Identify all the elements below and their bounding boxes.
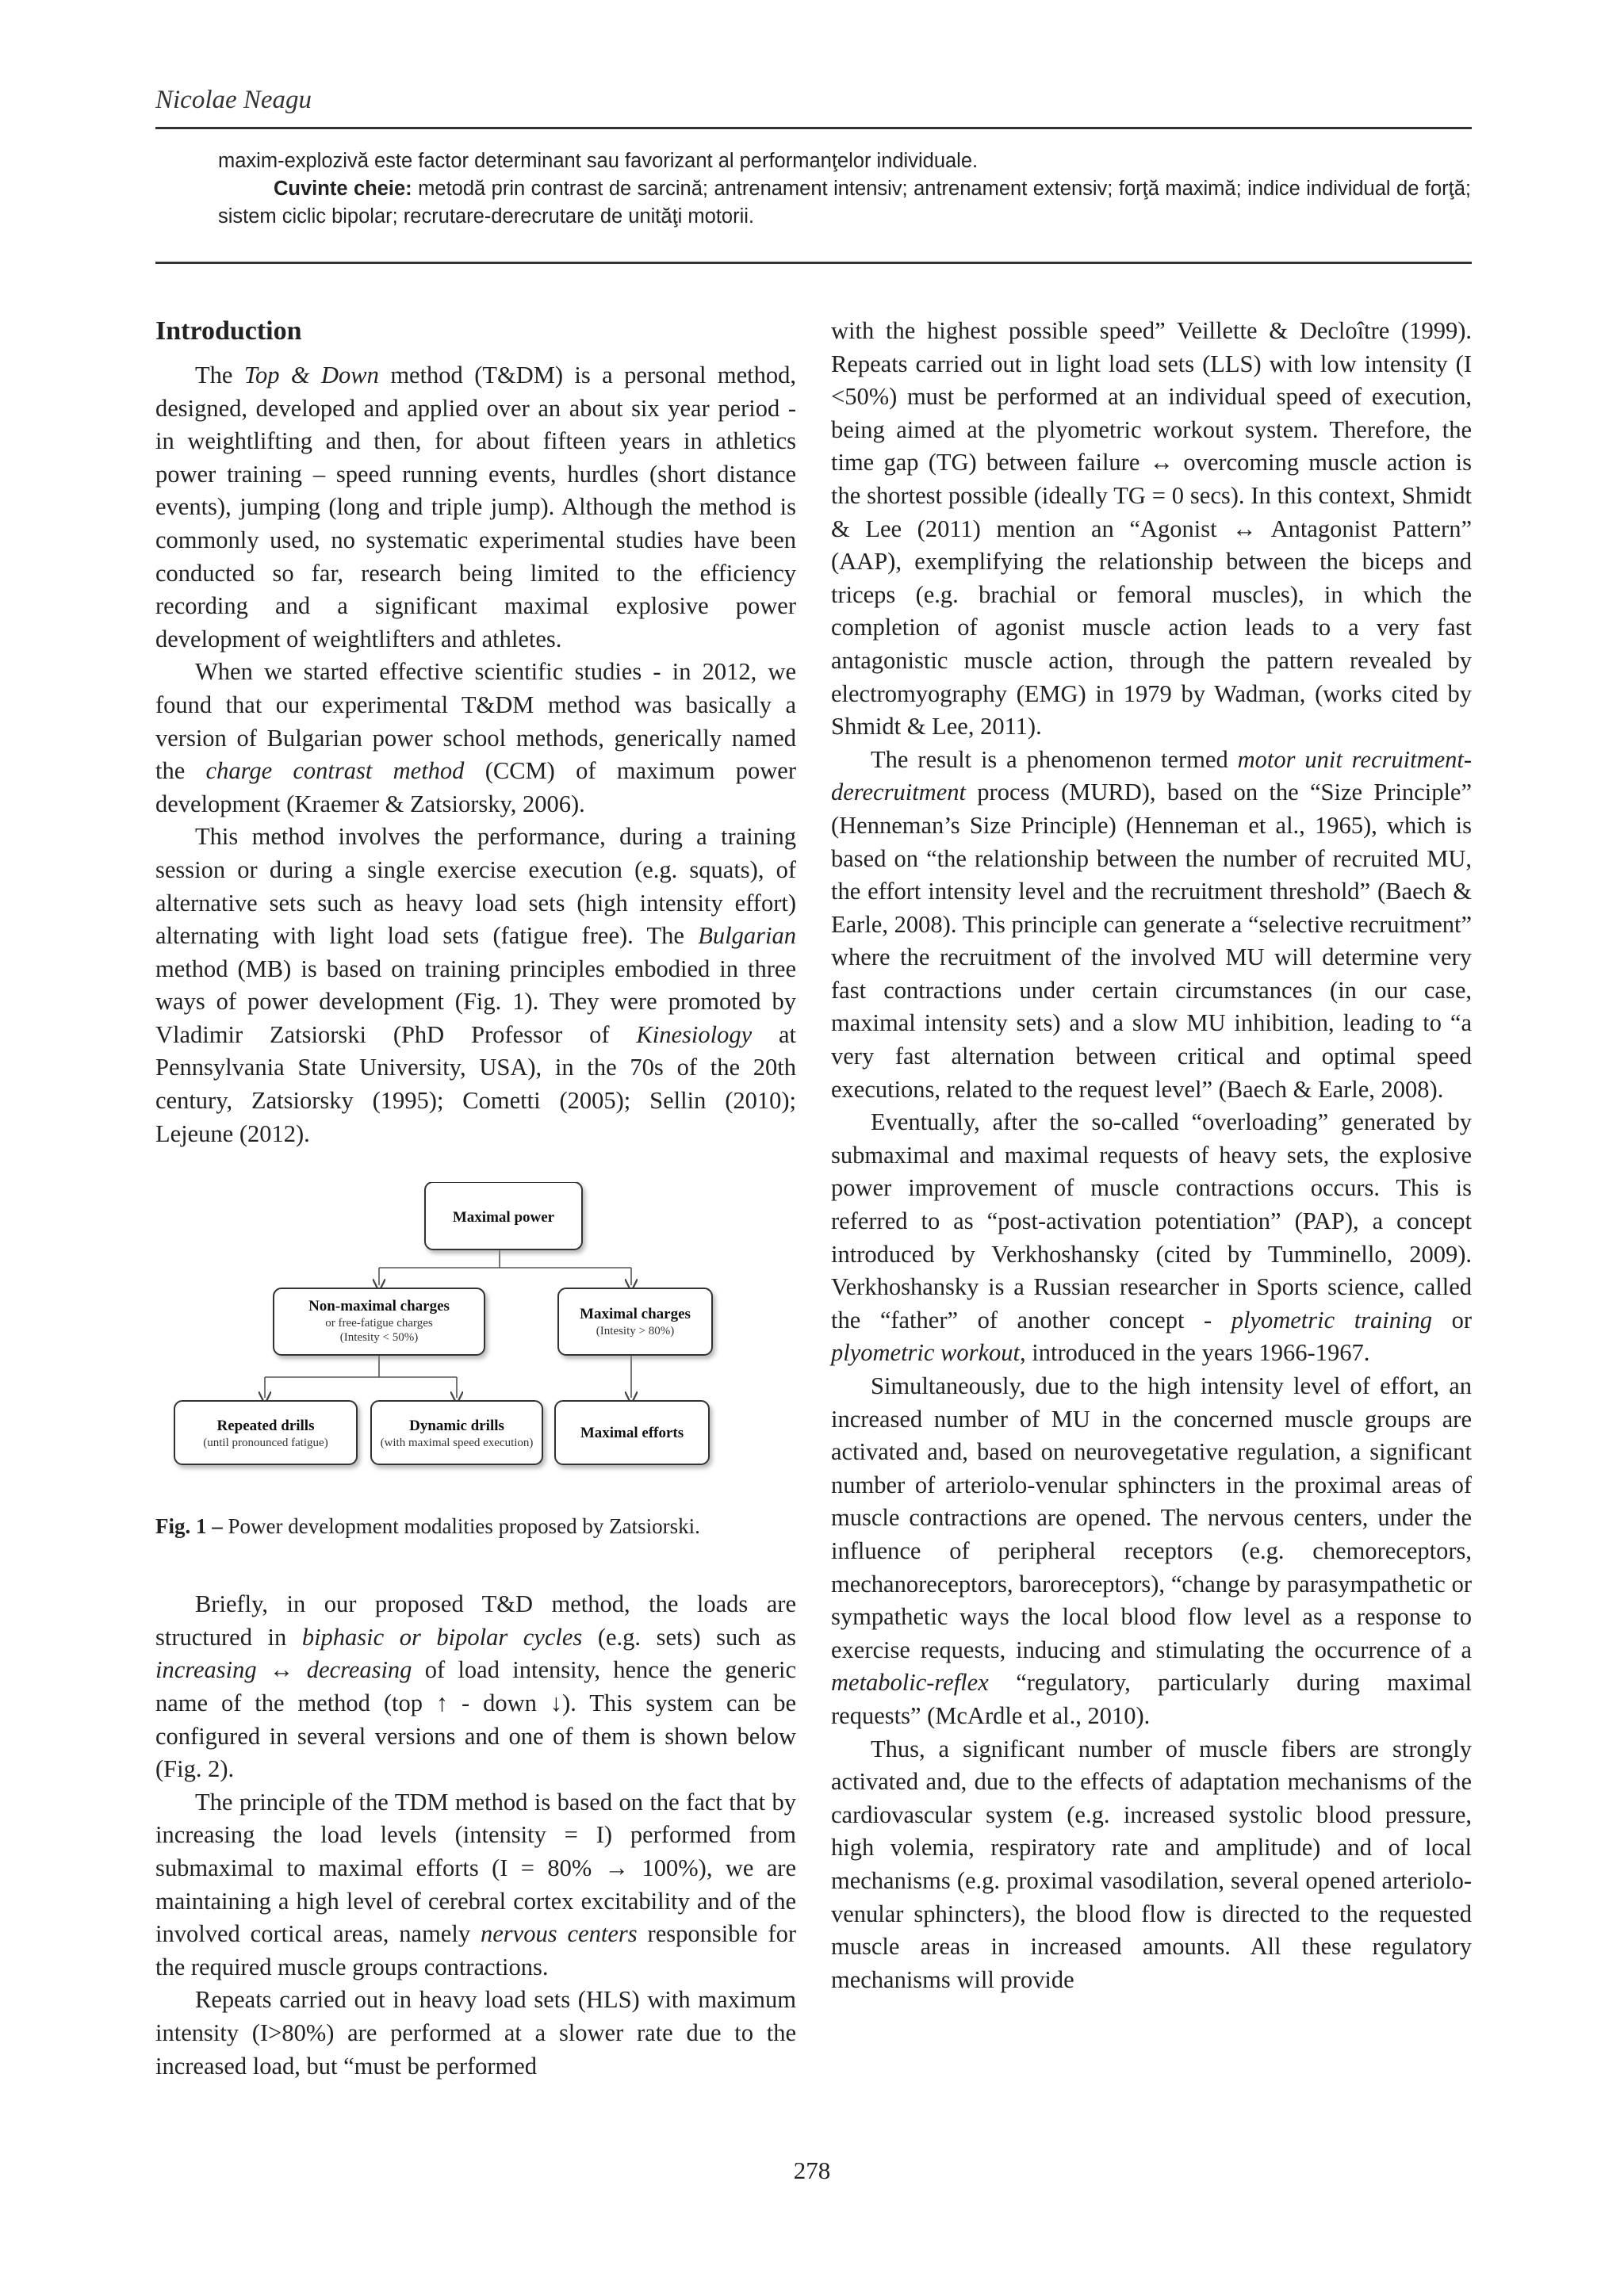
figure-caption: Fig. 1 – Power development modalities proposed by Zatsiorski.	[155, 1514, 700, 1539]
label-maximal-power: Maximal power	[452, 1209, 555, 1226]
paragraph: with the highest possible speed” Veillette & Decloître (1999). Repeats carried out in light load sets (LLS) with low intensity (I <50%) must be performed at an individual speed of execution, being aimed at the plyometric workout system. Therefore, the time gap (TG) between failure ↔ overcoming muscle action is the shortest possible (ideally TG = 0 secs). In this context, Shmidt & Lee (2011) mention an “Agonist ↔ Antagonist Pattern” (AAP), exemplifying the relationship between the biceps and triceps (e.g. brachial or femoral muscles), in which the completion of agonist muscle action leads to a very fast antagonistic muscle action, through the pattern revealed by electromyography (EMG) in 1979 by Wadman, (works cited by Shmidt & Lee, 2011).	[831, 317, 1472, 740]
sub-non-maximal-1: or free-fatigue charges	[325, 1317, 433, 1330]
label-non-maximal: Non-maximal charges	[308, 1298, 450, 1315]
abstract-rule	[155, 262, 1472, 264]
paragraph: Eventually, after the so-called “overloading” generated by submaximal and maximal requests of heavy sets, the explosive power improvement of muscle contractions occurs. This is referred to as “post-activation potentiation” (PAP), a concept introduced by Verkhoshansky (cited by Tumminello, 2009). Verkhoshansky is a Russian researcher in Sports science, called the “father” of another concept - plyometric training or plyometric workout, introduced in the years 1966-1967.	[831, 1108, 1472, 1367]
keywords-label: Cuvinte cheie:	[274, 178, 412, 200]
label-maximal-efforts: Maximal efforts	[580, 1425, 684, 1442]
label-maximal-charges: Maximal charges	[580, 1306, 691, 1323]
paragraph: Briefly, in our proposed T&D method, the loads are structured in biphasic or bipolar cycles (e.g. sets) such as increasing ↔ decreasing of load intensity, hence the generic name of the method (top ↑ - down ↓). This system can be configured in several versions and one of them is shown below (Fig. 2).	[155, 1590, 796, 1783]
abstract-block	[218, 147, 1471, 231]
running-head: Nicolae Neagu	[155, 86, 312, 114]
right-column	[831, 315, 1472, 1996]
abstract-line: maxim-explozivă este factor determinant sau favorizant al performanţelor individuale.	[218, 150, 979, 172]
sub-dynamic-drills: (with maximal speed execution)	[380, 1437, 534, 1450]
sub-maximal-charges: (Intesity > 80%)	[596, 1325, 675, 1338]
paragraph: The Top & Down method (T&DM) is a personal method, designed, developed and applied over an about six year period - in weightlifting and then, for about fifteen years in athletics power training – speed running events, hurdles (short distance events), jumping (long and triple jump). Although the method is commonly used, no systematic experimental studies have been conducted so far, research being limited to the efficiency recording and a significant maximal explosive power development of weightlifters and athletes.	[155, 362, 796, 652]
paragraph: This method involves the performance, during a training session or during a single exercise execution (e.g. squats), of alternative sets such as heavy load sets (high intensity effort) alternating with light load sets (fatigue free). The Bulgarian method (MB) is based on training principles embodied in three ways of power development (Fig. 1). They were promoted by Vladimir Zatsiorski (PhD Professor of Kinesiology at Pennsylvania State University, USA), in the 70s of the 20th century, Zatsiorsky (1995); Cometti (2005); Sellin (2010); Lejeune (2012).	[155, 823, 796, 1147]
keywords-text: metodă prin contrast de sarcină; antrenament intensiv; antrenament extensiv; forţă maximă; indice individual de forţă; sistem ciclic bipolar; recrutare-derecrutare de unităţi motorii.	[218, 178, 1471, 228]
label-dynamic-drills: Dynamic drills	[409, 1418, 504, 1435]
paragraph: The result is a phenomenon termed motor unit recruitment-derecruitment process (MURD), based on the “Size Principle” (Henneman’s Size Principle) (Henneman et al., 1965), which is based on “the relationship between the number of recruited MU, the effort intensity level and the recruitment threshold” (Baech & Earle, 2008). This principle can generate a “selective recruitment” where the recruitment of the involved MU will determine very fast contractions under certain circumstances (in our case, maximal intensity sets) and a slow MU inhibition, leading to “a very fast alternation between critical and optimal speed executions, related to the request level” (Baech & Earle, 2008).	[831, 745, 1472, 1103]
paragraph: Repeats carried out in heavy load sets (HLS) with maximum intensity (I>80%) are performed at a slower rate due to the increased load, but “must be performed	[155, 1986, 796, 2080]
paragraph: Thus, a significant number of muscle fibers are strongly activated and, due to the effects of adaptation mechanisms of the cardiovascular system (e.g. increased systolic blood pressure, high volemia, respiratory rate and amplitude) and of local mechanisms (e.g. proximal vasodilation, several opened arteriolo-venular sphincters), the blood flow is directed to the requested muscle areas in increased amounts. All these regulatory mechanisms will provide	[831, 1735, 1472, 1993]
section-heading: Introduction	[155, 316, 302, 346]
page-number: 278	[793, 2156, 831, 2184]
label-repeated-drills: Repeated drills	[216, 1418, 315, 1435]
sub-non-maximal-2: (Intesity < 50%)	[339, 1331, 419, 1345]
figure-1-diagram	[155, 1182, 796, 1507]
header-rule	[155, 127, 1472, 129]
left-column	[155, 315, 796, 2083]
paragraph: When we started effective scientific studies - in 2012, we found that our experimental T&DM method was basically a version of Bulgarian power school methods, generically named the charge contrast method (CCM) of maximum power development (Kraemer & Zatsiorsky, 2006).	[155, 658, 796, 817]
paragraph: Simultaneously, due to the high intensity level of effort, an increased number of MU in the concerned muscle groups are activated and, based on neurovegetative regulation, a significant number of arteriolo-venular sphincters in the proximal areas of muscle contractions are opened. The nervous centers, under the influence of peripheral receptors (e.g. chemoreceptors, mechanoreceptors, baroreceptors), “change by parasympathetic or sympathetic ways the local blood flow level as a response to exercise requests, inducing and stimulating the occurrence of a metabolic-reflex “regulatory, particularly during maximal requests” (McArdle et al., 2010).	[831, 1372, 1472, 1729]
sub-repeated-drills: (until pronounced fatigue)	[203, 1437, 328, 1450]
paragraph: The principle of the TDM method is based on the fact that by increasing the load levels (intensity = I) performed from submaximal to maximal efforts (I = 80% → 100%), we are maintaining a high level of cerebral cortex excitability and of the involved cortical areas, namely nervous centers responsible for the required muscle groups contractions.	[155, 1788, 796, 1980]
keywords	[218, 175, 1471, 231]
